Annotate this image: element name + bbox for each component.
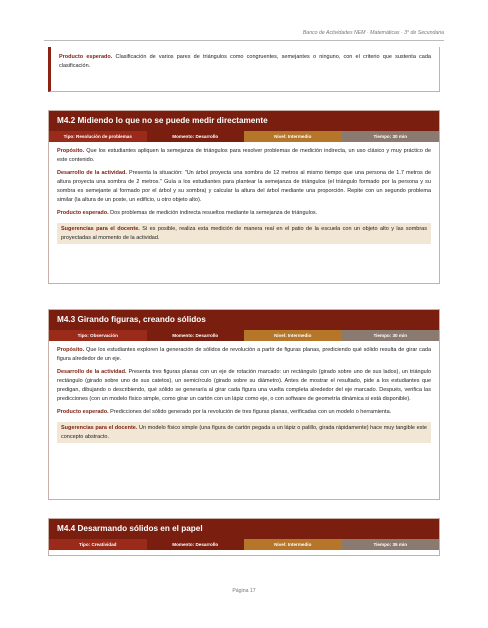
meta-type: Tipo: Resolución de problemas (49, 131, 147, 142)
product-text: Dos problemas de medición indirecta resueltos mediante la semejanza de triángulos. (108, 210, 318, 217)
activity-development (57, 368, 431, 403)
activity-title: M4.2 Midiendo lo que no se puede medir directamente (49, 111, 439, 131)
product-text: Predicciones del sólido generado por la revolución de tres figuras planas, verificadas con un modelo o herramienta. (108, 409, 392, 416)
purpose-label: Propósito. (57, 148, 85, 154)
meta-type: Tipo: Observación (49, 330, 147, 341)
product-text: Clasificación de varios pares de triángulos como congruentes, semejantes o ninguno, con el criterio que sustenta cada clasificación. (59, 54, 431, 69)
activity-product (57, 408, 431, 417)
activity-meta-bar (49, 539, 439, 550)
continued-activity-card (48, 47, 440, 92)
meta-level: Nivel: Intermedio (244, 330, 342, 341)
activity-card-m4-2 (48, 110, 440, 284)
continued-product (59, 53, 431, 70)
meta-level: Nivel: Intermedio (244, 539, 342, 550)
suggestion-text: Si es posible, realiza esta medición de manera real en el patio de la escuela con un objeto alto y las sombras proyectadas al momento de la actividad. (61, 225, 427, 241)
teacher-suggestion (57, 223, 431, 244)
activity-product (57, 209, 431, 218)
meta-time: Tiempo: 35 min (342, 539, 440, 550)
activity-title: M4.4 Desarmando sólidos en el papel (49, 519, 439, 539)
meta-type: Tipo: Creatividad (49, 539, 147, 550)
activity-development (57, 169, 431, 204)
meta-moment: Momento: Desarrollo (147, 131, 245, 142)
activity-title: M4.3 Girando figuras, creando sólidos (49, 310, 439, 330)
product-label: Producto esperado. (57, 409, 109, 416)
development-label: Desarrollo de la actividad. (57, 369, 127, 376)
activity-card-m4-4 (48, 518, 440, 556)
meta-time: Tiempo: 30 min (342, 131, 440, 142)
activity-purpose (57, 147, 431, 164)
suggestion-label: Sugerencias para el docente. (61, 424, 138, 431)
meta-time: Tiempo: 30 min (342, 330, 440, 341)
activity-card-m4-3 (48, 309, 440, 500)
purpose-text: Que los estudiantes exploren la generación de sólidos de revolución a partir de figuras planas, prediciendo qué sólido resulta de girar cada figura alrededor de un eje. (57, 347, 431, 362)
activity-purpose (57, 346, 431, 363)
product-label: Producto esperado. (57, 210, 109, 217)
meta-moment: Momento: Desarrollo (147, 539, 245, 550)
teacher-suggestion (57, 422, 431, 443)
suggestion-label: Sugerencias para el docente. (61, 225, 140, 232)
header-divider (44, 40, 444, 41)
activity-meta-bar (49, 131, 439, 142)
suggestion-text: Un modelo físico simple (una figura de cartón pegada a un lápiz o palillo, girada rápidamente) hace muy tangible este concepto abstracto. (61, 424, 427, 440)
product-label: Producto esperado. (59, 54, 113, 60)
meta-moment: Momento: Desarrollo (147, 330, 245, 341)
activity-meta-bar (49, 330, 439, 341)
purpose-text: Que los estudiantes apliquen la semejanza de triángulos para resolver problemas de medición indirecta, un uso clásico y muy práctico de este contenido. (57, 148, 431, 163)
page-number: Página 17 (232, 588, 256, 594)
development-text: Presenta tres figuras planas con un eje de rotación marcado: un rectángulo (girado sobre uno de sus lados), un triángulo rectángulo (girado sobre uno de sus catetos), un semicírculo (girado sobre su diámetro). Antes de mostrar el resultado, pide a los estudiantes que predigan, dibujando o describiendo, qué sólido se generaría al girar cada figura una vuelta completa alrededor del eje marcado. Después, verifica las predicciones (con un modelo físico simple, como girar un cartón con un lápiz como eje, o con software de geometría dinámica si está disponible). (57, 369, 431, 402)
purpose-label: Propósito. (57, 347, 85, 353)
meta-level: Nivel: Intermedio (244, 131, 342, 142)
development-text: Presenta la situación: "Un árbol proyecta una sombra de 12 metros al mismo tiempo que una persona de 1.7 metros de altura proyecta una sombra de 2 metros." Guía a los estudiantes para plantear la semejanza de triángulos (el triángulo formado por la persona y su sombra es semejante al formado por el árbol y su sombra) y calcular la altura del árbol mediante una proporción. Repite con un segundo problema similar (la altura de un poste, un edificio, u otro objeto alto). (57, 170, 432, 203)
running-header: Banco de Actividades NEM · Matemáticas · 3° de Secundaria (302, 30, 444, 36)
development-label: Desarrollo de la actividad. (57, 170, 127, 177)
